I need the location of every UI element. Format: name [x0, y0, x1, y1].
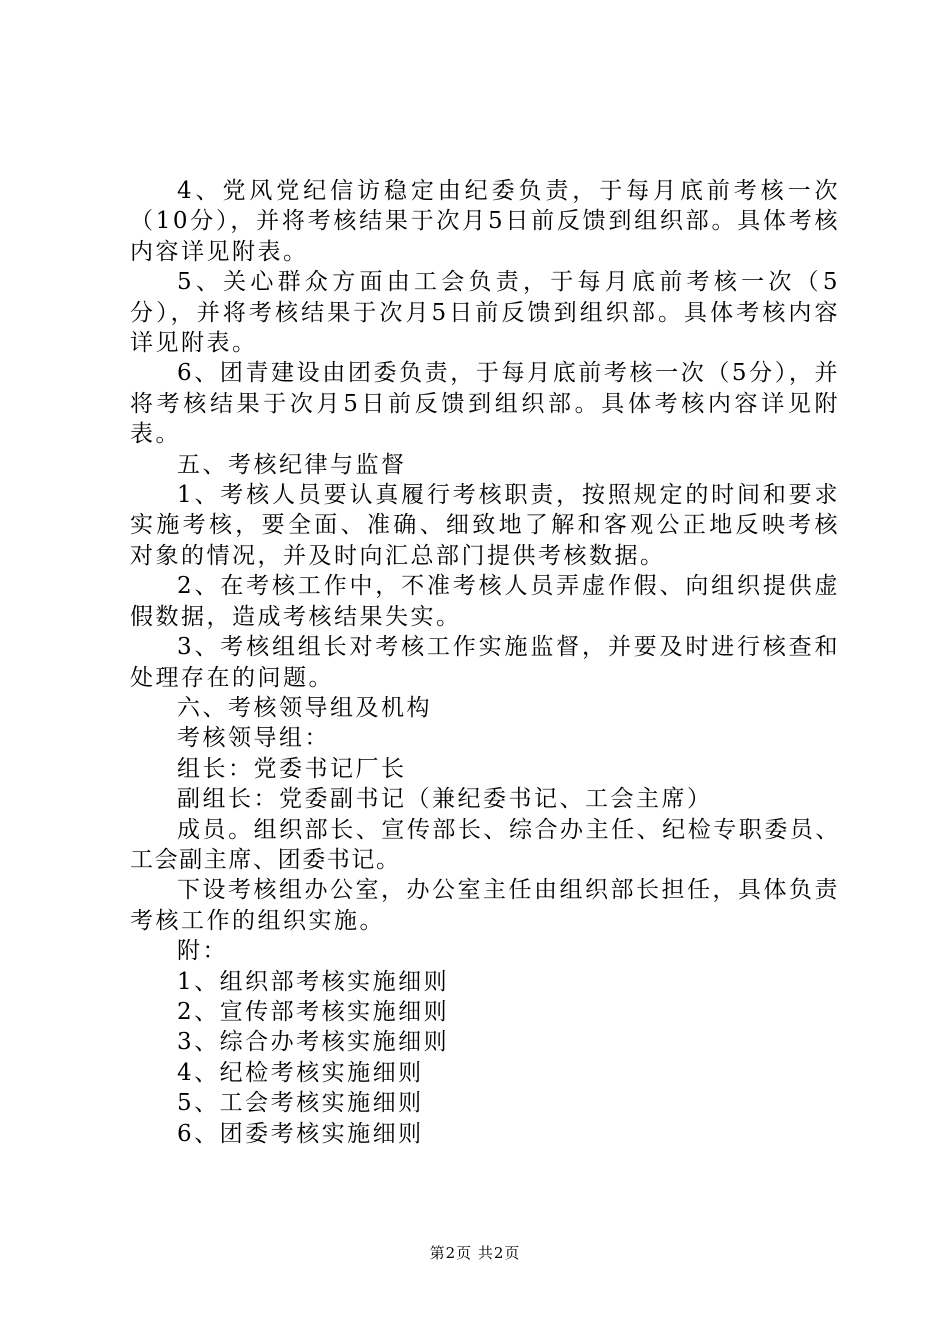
deputy-group-leader: 副组长：党委副书记（兼纪委书记、工会主席） — [177, 786, 713, 813]
paragraph-5-masses: 5、关心群众方面由工会负责，于每月底前考核一次（5分），并将考核结果于次月5日前反馈到组织部。具体考核内容详见附表。 — [130, 269, 840, 357]
paragraph-discipline-1: 1、考核人员要认真履行考核职责，按照规定的时间和要求实施考核，要全面、准确、细致地了解和客观公正地反映考核对象的情况，并及时向汇总部门提供考核数据。 — [130, 482, 840, 569]
paragraph-discipline-3: 3、考核组组长对考核工作实施监督，并要及时进行核查和处理存在的问题。 — [130, 634, 840, 691]
leadership-group-label: 考核领导组： — [177, 725, 330, 752]
paragraph-discipline-2: 2、在考核工作中，不准考核人员弄虚作假、向组织提供虚假数据，造成考核结果失实。 — [130, 573, 840, 630]
appendix-item-6: 6、团委考核实施细则 — [177, 1120, 424, 1147]
appendix-item-1: 1、组织部考核实施细则 — [177, 968, 450, 995]
paragraph-4-discipline: 4、党风党纪信访稳定由纪委负责，于每月底前考核一次（10分），并将考核结果于次月5日前反馈到组织部。具体考核内容详见附表。 — [130, 178, 840, 265]
group-leader: 组长：党委书记厂长 — [177, 755, 407, 782]
group-members: 成员。组织部长、宣传部长、综合办主任、纪检专职委员、工会副主席、团委书记。 — [130, 816, 840, 873]
office-description: 下设考核组办公室，办公室主任由组织部长担任，具体负责考核工作的组织实施。 — [130, 877, 840, 934]
appendix-item-4: 4、纪检考核实施细则 — [177, 1059, 424, 1086]
appendix-item-2: 2、宣传部考核实施细则 — [177, 998, 450, 1025]
appendix-item-5: 5、工会考核实施细则 — [177, 1090, 424, 1117]
section-heading-6: 六、考核领导组及机构 — [177, 694, 432, 721]
appendix-label: 附： — [177, 938, 228, 965]
section-heading-5: 五、考核纪律与监督 — [177, 451, 407, 478]
page-footer: 第2页 共2页 — [429, 1244, 521, 1262]
document-body — [130, 176, 840, 1149]
paragraph-6-youth: 6、团青建设由团委负责，于每月底前考核一次（5分），并将考核结果于次月5日前反馈到组织部。具体考核内容详见附表。 — [130, 360, 840, 448]
appendix-item-3: 3、综合办考核实施细则 — [177, 1029, 450, 1056]
